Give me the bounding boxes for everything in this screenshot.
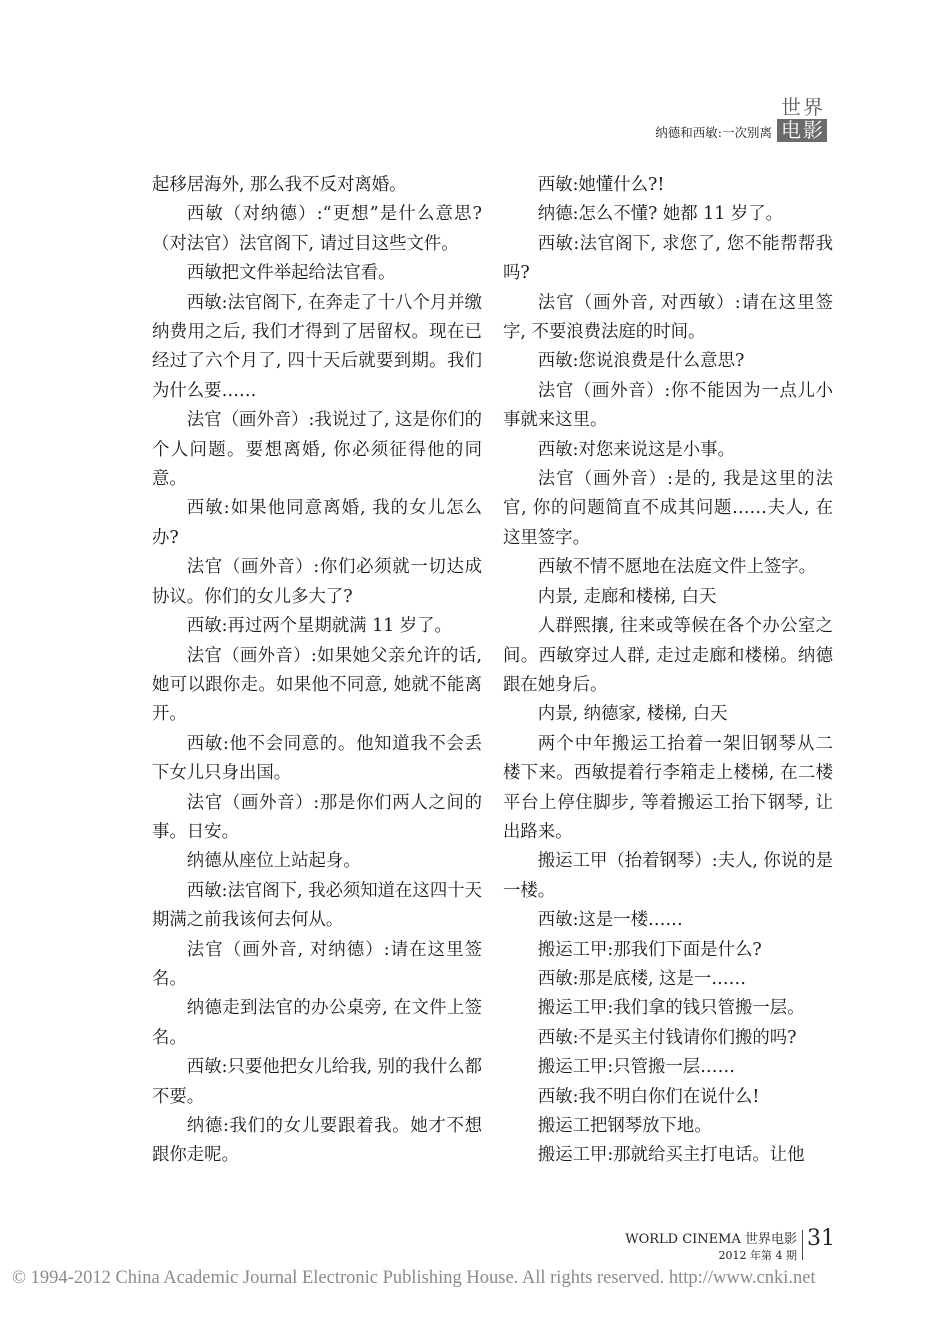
- paragraph: 西敏:您说浪费是什么意思?: [537, 351, 745, 372]
- paragraph: 西敏把文件举起给法官看。: [186, 263, 396, 284]
- paragraph: 西敏:他不会同意的。他知道我不会丢下女儿只身出国。: [152, 733, 482, 784]
- paragraph: 搬运工把钢琴放下地。: [537, 1116, 712, 1136]
- paragraph: 法官（画外音）:你不能因为一点儿小事就来这里。: [503, 380, 833, 431]
- paragraph: 法官（画外音）:是的, 我是这里的法官, 你的问题简直不成其问题……夫人, 在这里签字。: [503, 469, 833, 548]
- paragraph: 法官（画外音）:我说过了, 这是你们的个人问题。要想离婚, 你必须征得他的同意。: [152, 410, 482, 490]
- paragraph: 人群熙攘, 往来或等候在各个办公室之间。西敏穿过人群, 走过走廊和楼梯。纳德跟在她身后。: [503, 616, 833, 695]
- paragraph: 搬运工甲:那就给买主打电话。让他: [537, 1145, 805, 1166]
- logo-bottom-text: 电影: [777, 119, 827, 142]
- footer-divider: [802, 1230, 803, 1260]
- footer-magazine-name: WORLD CINEMA 世界电影: [625, 1232, 797, 1247]
- page-number: 31: [807, 1226, 835, 1251]
- paragraph: 西敏:法官阁下, 我必须知道在这四十天期满之前我该何去何从。: [152, 880, 482, 931]
- paragraph: 内景, 走廊和楼梯, 白天: [537, 586, 717, 607]
- right-text-column: [503, 171, 833, 1171]
- footer-issue: 2012 年第 4 期: [718, 1249, 797, 1262]
- paragraph: 纳德:我们的女儿要跟着我。她才不想跟你走呢。: [152, 1116, 482, 1166]
- paragraph: 搬运工甲:我们拿的钱只管搬一层。: [537, 998, 805, 1019]
- paragraph: 搬运工甲（抬着钢琴）:夫人, 你说的是一楼。: [503, 851, 833, 901]
- paragraph: 西敏:她懂什么?!: [537, 175, 665, 195]
- paragraph: 起移居海外, 那么我不反对离婚。: [152, 175, 407, 195]
- paragraph: 西敏:这是一楼……: [537, 910, 683, 931]
- paragraph: 两个中年搬运工抬着一架旧钢琴从二楼下来。西敏提着行李箱走上楼梯, 在二楼平台上停住脚步, 等着搬运工抬下钢琴, 让出路来。: [503, 733, 833, 842]
- paragraph: 西敏:那是底楼, 这是一……: [537, 968, 747, 989]
- paragraph: 西敏:不是买主付钱请你们搬的吗?: [537, 1027, 797, 1048]
- paragraph: 法官（画外音）:你们必须就一切达成协议。你们的女儿多大了?: [152, 557, 482, 607]
- magazine-logo: [777, 96, 827, 142]
- paragraph: 法官（画外音）:如果她父亲允许的话, 她可以跟你走。如果他不同意, 她就不能离开。: [152, 645, 482, 725]
- running-header-title: 纳德和西敏:一次别离: [655, 125, 772, 140]
- paragraph: 西敏:如果他同意离婚, 我的女儿怎么办?: [152, 498, 482, 548]
- paragraph: 纳德:怎么不懂? 她都 11 岁了。: [537, 204, 783, 225]
- paragraph: 法官（画外音, 对西敏）:请在这里签字, 不要浪费法庭的时间。: [503, 292, 833, 343]
- paragraph: 法官（画外音, 对纳德）:请在这里签名。: [152, 939, 482, 989]
- paragraph: 西敏:我不明白你们在说什么!: [537, 1086, 760, 1107]
- paragraph: 西敏:只要他把女儿给我, 别的我什么都不要。: [152, 1057, 482, 1107]
- paragraph: 西敏（对纳德）:“更想”是什么意思?（对法官）法官阁下, 请过目这些文件。: [152, 204, 482, 254]
- left-text-column: [152, 171, 482, 1171]
- paragraph: 西敏:再过两个星期就满 11 岁了。: [186, 616, 452, 637]
- copyright-notice: © 1994-2012 China Academic Journal Electronic Publishing House. All rights reserved. http://www.cnki.net: [12, 1268, 816, 1288]
- paragraph: 西敏:对您来说这是小事。: [537, 439, 735, 460]
- paragraph: 纳德走到法官的办公桌旁, 在文件上签名。: [152, 998, 482, 1048]
- paragraph: 纳德从座位上站起身。: [186, 851, 361, 872]
- paragraph: 西敏不情不愿地在法庭文件上签字。: [537, 557, 817, 578]
- paragraph: 内景, 纳德家, 楼梯, 白天: [537, 704, 728, 725]
- paragraph: 搬运工甲:只管搬一层……: [537, 1057, 735, 1078]
- paragraph: 法官（画外音）:那是你们两人之间的事。日安。: [152, 792, 482, 842]
- logo-top-text: 世界: [777, 96, 827, 119]
- paragraph: 搬运工甲:那我们下面是什么?: [537, 939, 762, 960]
- paragraph: 西敏:法官阁下, 在奔走了十八个月并缴纳费用之后, 我们才得到了居留权。现在已经过了六个月了, 四十天后就要到期。我们为什么要……: [152, 292, 482, 401]
- paragraph: 西敏:法官阁下, 求您了, 您不能帮帮我吗?: [503, 233, 833, 284]
- page-footer: [560, 1228, 835, 1268]
